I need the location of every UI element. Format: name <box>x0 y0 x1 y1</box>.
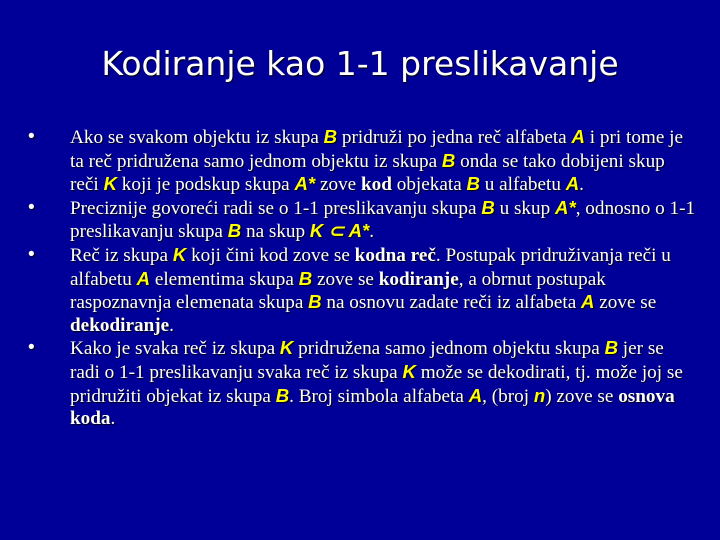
math-symbol: K <box>402 360 416 382</box>
bullet-dot-icon: • <box>28 243 35 265</box>
math-symbol: B <box>227 220 242 242</box>
bold-term: kodna reč <box>354 244 436 266</box>
text-run: u skup <box>494 197 556 219</box>
math-symbol: A <box>468 384 483 406</box>
text-run: u alfabetu <box>479 174 566 196</box>
bold-term: osnova koda <box>70 385 675 430</box>
text-run: koji čini kod zove se <box>186 244 355 266</box>
text-run: Ako se svakom objektu iz skupa <box>70 127 324 148</box>
text-run: zove <box>315 174 361 196</box>
bullet-dot-icon: • <box>28 126 35 147</box>
math-symbol: K <box>172 243 187 265</box>
math-symbol: B <box>298 267 313 289</box>
bullet-item <box>28 337 696 430</box>
bold-term: kodiranje <box>378 268 459 290</box>
bullet-list <box>28 126 696 431</box>
text-run: . Postupak pridruživanja reči u alfabetu <box>70 244 671 290</box>
text-run: Preciznije govoreći radi se o 1-1 preslikavanju skupa <box>70 197 482 219</box>
text-run: . <box>169 314 174 336</box>
math-symbol: B <box>275 384 290 406</box>
text-run: i pri tome je ta reč pridružena samo jednom objektu iz skupa <box>70 127 683 172</box>
math-symbol: A <box>581 291 595 313</box>
math-symbol: B <box>466 173 480 195</box>
bullet-item <box>28 244 696 337</box>
math-symbol: B <box>481 196 495 218</box>
text-run: . <box>579 174 584 196</box>
bold-term: kod <box>360 174 392 196</box>
math-symbol: B <box>441 149 456 171</box>
text-run: elementima skupa <box>150 268 299 290</box>
bullet-item <box>28 197 696 244</box>
math-symbol: B <box>308 291 322 313</box>
text-run: , (broj <box>482 385 534 407</box>
text-run: pridružena samo jednom objektu skupa <box>293 338 605 360</box>
text-run: jer se radi o 1-1 preslikavanju svaka reč iz skupa <box>70 338 664 383</box>
math-symbol: B <box>604 337 618 359</box>
text-run: . Broj simbola alfabeta <box>289 385 469 407</box>
math-symbol: A <box>136 267 151 289</box>
math-symbol: A <box>571 126 585 147</box>
math-symbol: B <box>323 126 338 147</box>
text-run: Reč iz skupa <box>70 244 173 266</box>
text-run: pridruži po jedna reč alfabeta <box>337 127 572 148</box>
text-run: na osnovu zadate reči iz alfabeta <box>321 292 582 314</box>
text-run: Kako je svaka reč iz skupa <box>70 338 280 360</box>
math-symbol: K <box>103 173 117 195</box>
text-run: ) zove se <box>545 385 619 407</box>
text-run: , a obrnut postupak raspoznavnja elemenata skupa <box>70 268 606 314</box>
bullet-item <box>28 126 696 197</box>
text-run: objekata <box>391 174 467 196</box>
text-run: . <box>369 221 375 243</box>
text-run: na skup <box>241 221 310 243</box>
math-symbol: K <box>279 337 294 359</box>
text-run: može se dekodirati, tj. može joj se pridružiti objekat iz skupa <box>70 361 683 407</box>
bullet-dot-icon: • <box>28 196 35 218</box>
math-symbol: n <box>533 384 546 406</box>
bold-term: dekodiranje <box>70 314 170 336</box>
text-run: koji je podskup skupa <box>117 174 295 196</box>
math-symbol: A* <box>294 173 316 195</box>
text-run: , odnosno o 1-1 preslikavanju skupa <box>70 197 696 243</box>
bullet-dot-icon: • <box>28 337 35 359</box>
math-symbol: K ⊂ A* <box>309 220 370 242</box>
slide-title: Kodiranje kao 1-1 preslikavanje <box>101 44 619 83</box>
text-run: . <box>110 408 116 430</box>
math-symbol: A* <box>555 196 576 218</box>
text-run: onda se tako dobijeni skup reči <box>70 150 665 196</box>
math-symbol: A <box>565 173 580 195</box>
text-run: zove se <box>312 268 379 290</box>
text-run: zove se <box>594 292 657 314</box>
